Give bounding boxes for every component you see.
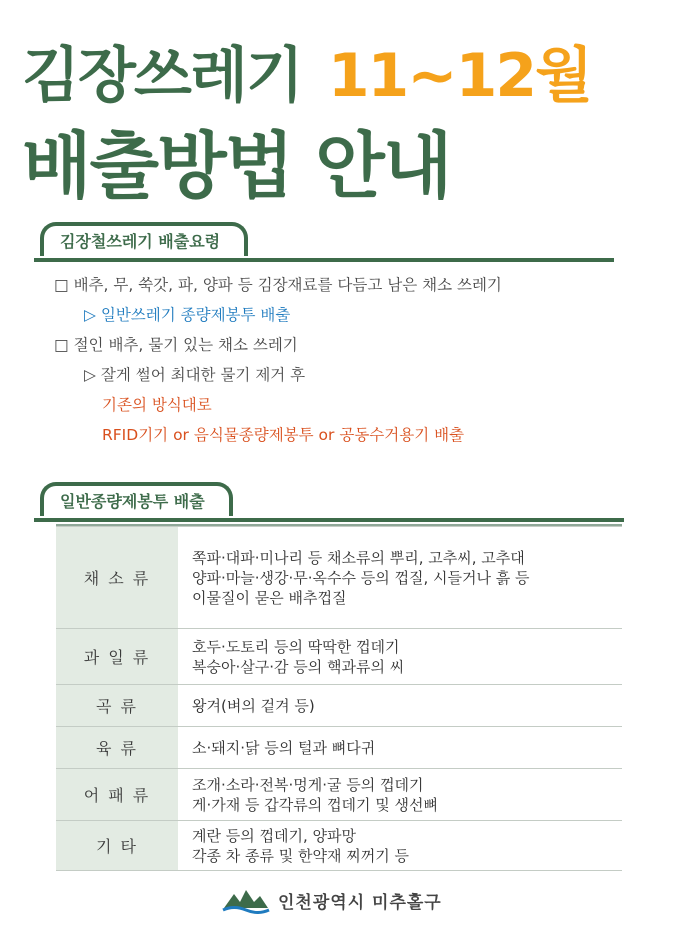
description-line: 각종 차 종류 및 한약재 찌꺼기 등 xyxy=(192,846,409,865)
category-cell: 곡 류 xyxy=(56,685,178,727)
title-months: 11~12월 xyxy=(327,41,592,111)
description-cell xyxy=(178,527,622,629)
description-line: 양파·마늘·생강·무·옥수수 등의 껍질, 시들거나 흙 등 xyxy=(192,568,530,587)
table-row xyxy=(56,685,622,727)
category-cell: 기 타 xyxy=(56,821,178,871)
section-tab-general-bag xyxy=(34,482,624,522)
description-line: 조개·소라·전복·멍게·굴 등의 껍데기 xyxy=(192,775,424,794)
list-item: ▷ 일반쓰레기 종량제봉투 배출 xyxy=(84,306,291,324)
list-item: □ 절인 배추, 물기 있는 채소 쓰레기 xyxy=(54,336,298,354)
title-main: 김장쓰레기 xyxy=(22,41,302,111)
category-cell: 과 일 류 xyxy=(56,629,178,685)
category-cell: 채 소 류 xyxy=(56,527,178,629)
table-row xyxy=(56,629,622,685)
description-line: 왕겨(벼의 겉겨 등) xyxy=(192,696,315,715)
list-item: 기존의 방식대로 xyxy=(102,396,212,414)
title-line-1 xyxy=(22,36,591,116)
waste-category-table xyxy=(56,526,622,871)
section-rule xyxy=(34,258,614,262)
section-tab-label: 김장철쓰레기 배출요령 xyxy=(40,222,248,256)
category-cell: 육 류 xyxy=(56,727,178,769)
table-row xyxy=(56,769,622,821)
description-line: 이물질이 묻은 배추껍질 xyxy=(192,588,347,607)
description-cell xyxy=(178,821,622,871)
description-line: 게·가재 등 갑각류의 껍데기 및 생선뼈 xyxy=(192,795,438,814)
table-row xyxy=(56,727,622,769)
category-cell: 어 패 류 xyxy=(56,769,178,821)
description-line: 소·돼지·닭 등의 털과 뼈다귀 xyxy=(192,738,376,757)
section-tab-kimjang xyxy=(34,222,614,262)
description-cell xyxy=(178,727,622,769)
list-item: RFID기기 or 음식물종량제봉투 or 공동수거용기 배출 xyxy=(102,426,465,444)
description-line: 쪽파·대파·미나리 등 채소류의 뿌리, 고추씨, 고추대 xyxy=(192,548,525,567)
description-cell xyxy=(178,685,622,727)
org-name: 인천광역시 미추홀구 xyxy=(278,892,442,913)
title-line-2: 배출방법 안내 xyxy=(22,124,451,208)
section-rule xyxy=(34,518,624,522)
footer-logo xyxy=(222,882,442,918)
disposal-guide-list xyxy=(54,270,502,450)
description-line: 호두·도토리 등의 딱딱한 껍데기 xyxy=(192,637,400,656)
list-item: □ 배추, 무, 쑥갓, 파, 양파 등 김장재료를 다듬고 남은 채소 쓰레기 xyxy=(54,276,502,294)
description-cell xyxy=(178,769,622,821)
description-line: 계란 등의 껍데기, 양파망 xyxy=(192,826,356,845)
section-tab-label: 일반종량제봉투 배출 xyxy=(40,482,233,516)
mountain-wave-logo-icon xyxy=(222,886,270,914)
description-line: 복숭아·살구·감 등의 핵과류의 씨 xyxy=(192,657,405,676)
description-cell xyxy=(178,629,622,685)
table-row xyxy=(56,527,622,629)
table-row xyxy=(56,821,622,871)
list-item: ▷ 잘게 썰어 최대한 물기 제거 후 xyxy=(84,366,306,384)
